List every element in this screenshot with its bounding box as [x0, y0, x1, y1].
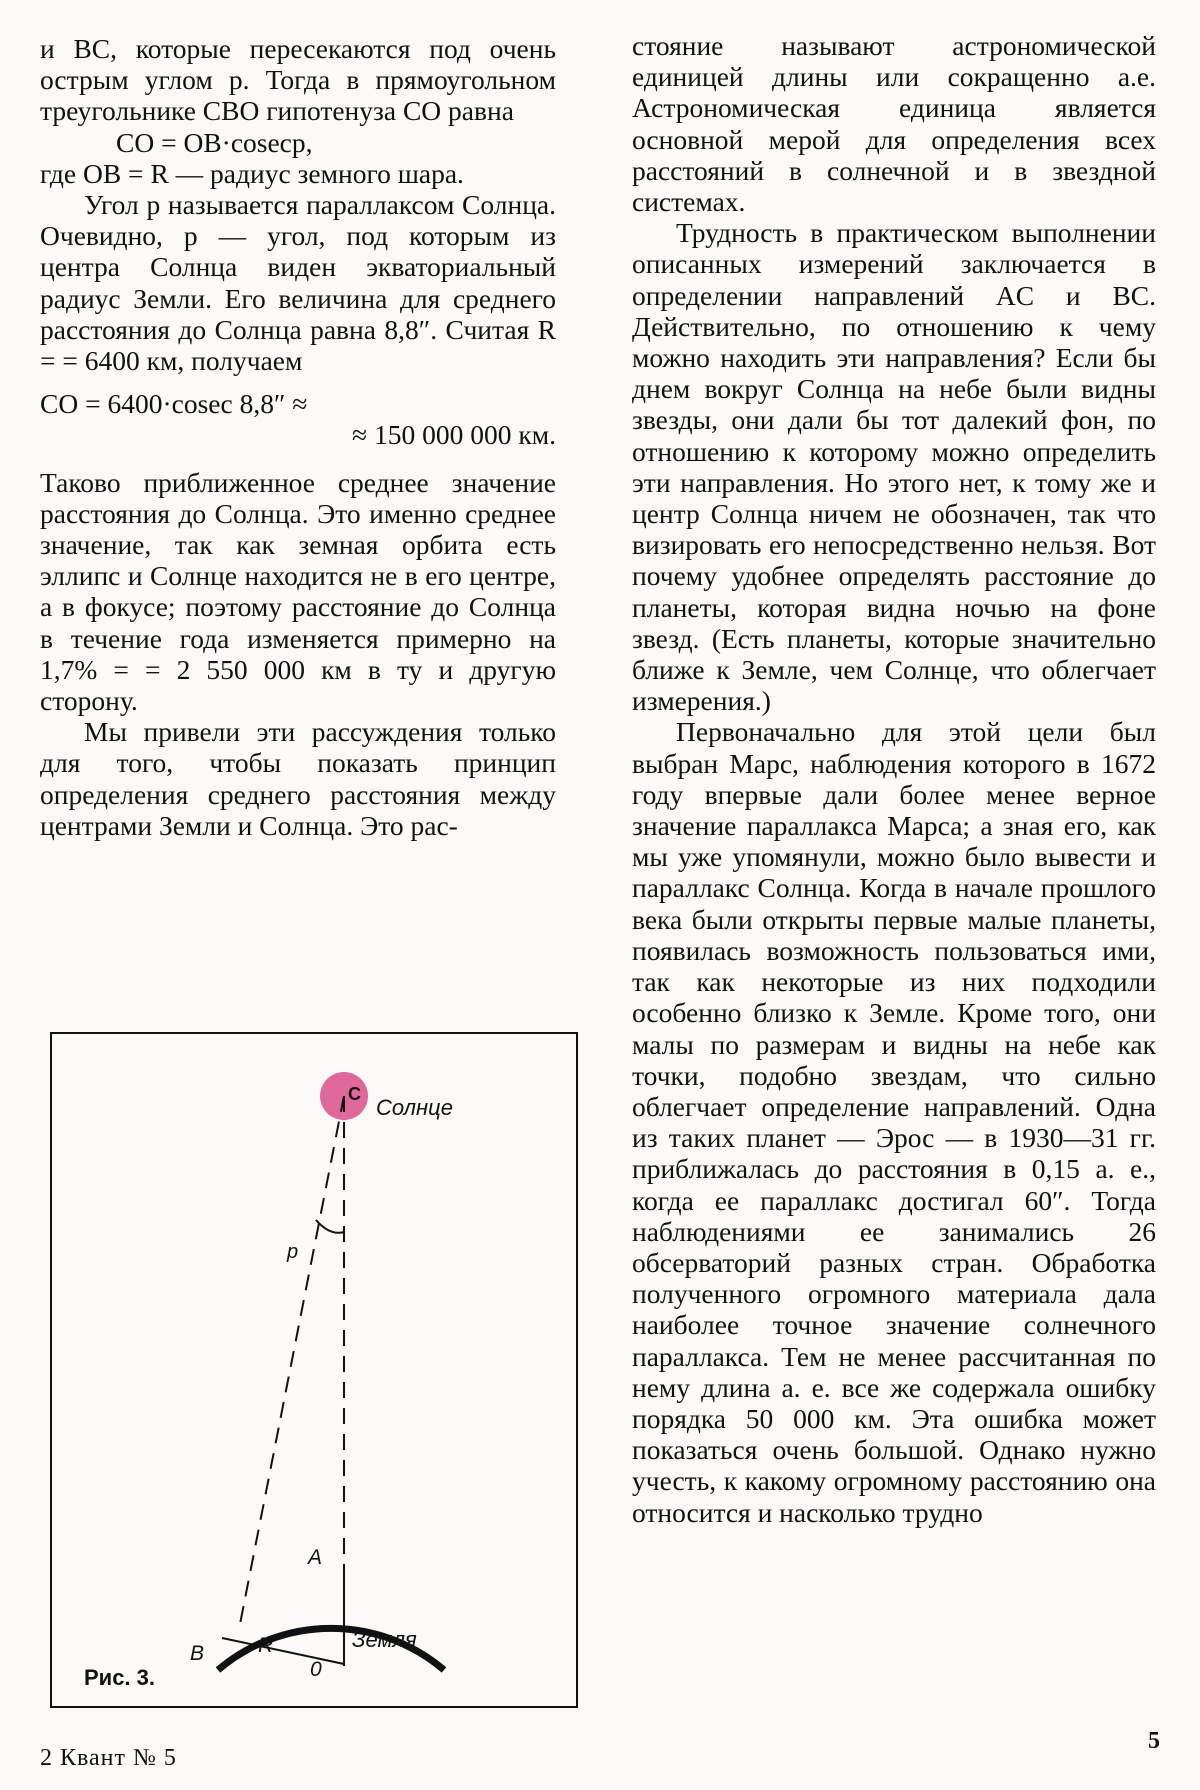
right-column	[632, 30, 1156, 1528]
left-paragraph-3: Угол p называется параллаксом Солнца. Очевидно, p — угол, под которым из центра Солнца виден экваториальный радиус Земли. Его величина для среднего расстояния до Солнца равна 8,8″. Считая R = = 6400 км, получаем	[40, 189, 556, 377]
radius-label: R	[258, 1634, 274, 1657]
figure-parallax	[50, 1032, 578, 1708]
right-paragraph-3: Первоначально для этой цели был выбран Марс, наблюдения которого в 1672 году впервые дали более менее верное значение параллакса Марса; а зная его, как мы уже упомянули, можно было вывести и параллакс Солнца. Когда в начале прошлого века были открыты первые малые планеты, появилась возможность пользоваться ими, так как некоторые из них подходили особенно близко к Земле. Кроме того, они малы по размерам и видны на небе как точки, подобно звездам, что сильно облегчает определение направлений. Одна из таких планет — Эрос — в 1930—31 гг. приближалась до расстояния в 0,15 а. е., когда ее параллакс достигал 60″. Тогда наблюдениями ее занимались 26 обсерваторий разных стран. Обработка полученного огромного материала дала наиболее точное значение солнечного параллакса. Тем не менее рассчитанная по нему длина а. е. все же содержала ошибку порядка 50 000 км. Эта ошибка может показаться очень большой. Однако нужно учесть, к какому огромному расстоянию она относится и насколько трудно	[632, 716, 1156, 1528]
formula-co: CO = OB·cosecp,	[116, 126, 313, 158]
point-o-label: 0	[310, 1658, 322, 1681]
formula-distance-line1: CO = 6400·cosec 8,8″ ≈	[40, 388, 308, 420]
page-number: 5	[1148, 1728, 1160, 1754]
sun-label: Солнце	[376, 1095, 453, 1120]
angle-label: p	[287, 1241, 299, 1263]
line-bc-dashed	[240, 1096, 344, 1624]
formula-distance-line2: ≈ 150 000 000 км.	[352, 419, 556, 451]
parallax-angle-arc	[316, 1220, 344, 1233]
right-paragraph-1: стояние называют астрономической единицей длины или сокращенно а.е. Астрономическая единица является основной мерой для определения всех расстояний в солнечной и в звездной системах.	[632, 30, 1156, 218]
right-paragraph-2: Трудность в практическом выполнении описанных измерений заключается в определении направлений AC и BC. Действительно, по отношению к чему можно находить эти направления? Если бы днем вокруг Солнца на небе были видны звезды, они дали бы тот далекий фон, по отношению к которому можно определить эти направления. Но этого нет, к тому же и центр Солнца ничем не обозначен, так что визировать его непосредственно нельзя. Вот почему удобнее определять расстояние до планеты, которая видна ночью на фоне звезд. (Есть планеты, которые значительно ближе к Земле, чем Солнце, что облегчает измерения.)	[632, 217, 1156, 717]
left-paragraph-2: где OB = R — радиус земного шара.	[40, 157, 464, 189]
sun-point-label: C	[348, 1084, 361, 1104]
footer-signature: 2 Квант № 5	[40, 1745, 177, 1771]
left-paragraph-1: и BC, которые пересекаются под очень острым углом p. Тогда в прямоугольном треугольнике CBO гипотенуза CO равна	[40, 33, 556, 127]
figure-caption: Рис. 3.	[84, 1665, 156, 1690]
point-b-label: B	[190, 1642, 205, 1665]
parallax-diagram	[52, 1034, 580, 1710]
left-paragraph-4: Таково приближенное среднее значение расстояния до Солнца. Это именно среднее значение, так как земная орбита есть эллипс и Солнце находится не в его центре, а в фокусе; поэтому расстояние до Солнца в течение года изменяется примерно на 1,7% = = 2 550 000 км в ту и другую сторону.	[40, 466, 556, 717]
point-a-label: A	[308, 1546, 323, 1569]
left-column	[40, 33, 556, 841]
earth-label: Земля	[352, 1627, 417, 1652]
left-paragraph-5: Мы привели эти рассуждения только для того, чтобы показать принцип определения среднего расстояния между центрами Земли и Солнца. Это рас-	[40, 716, 556, 841]
